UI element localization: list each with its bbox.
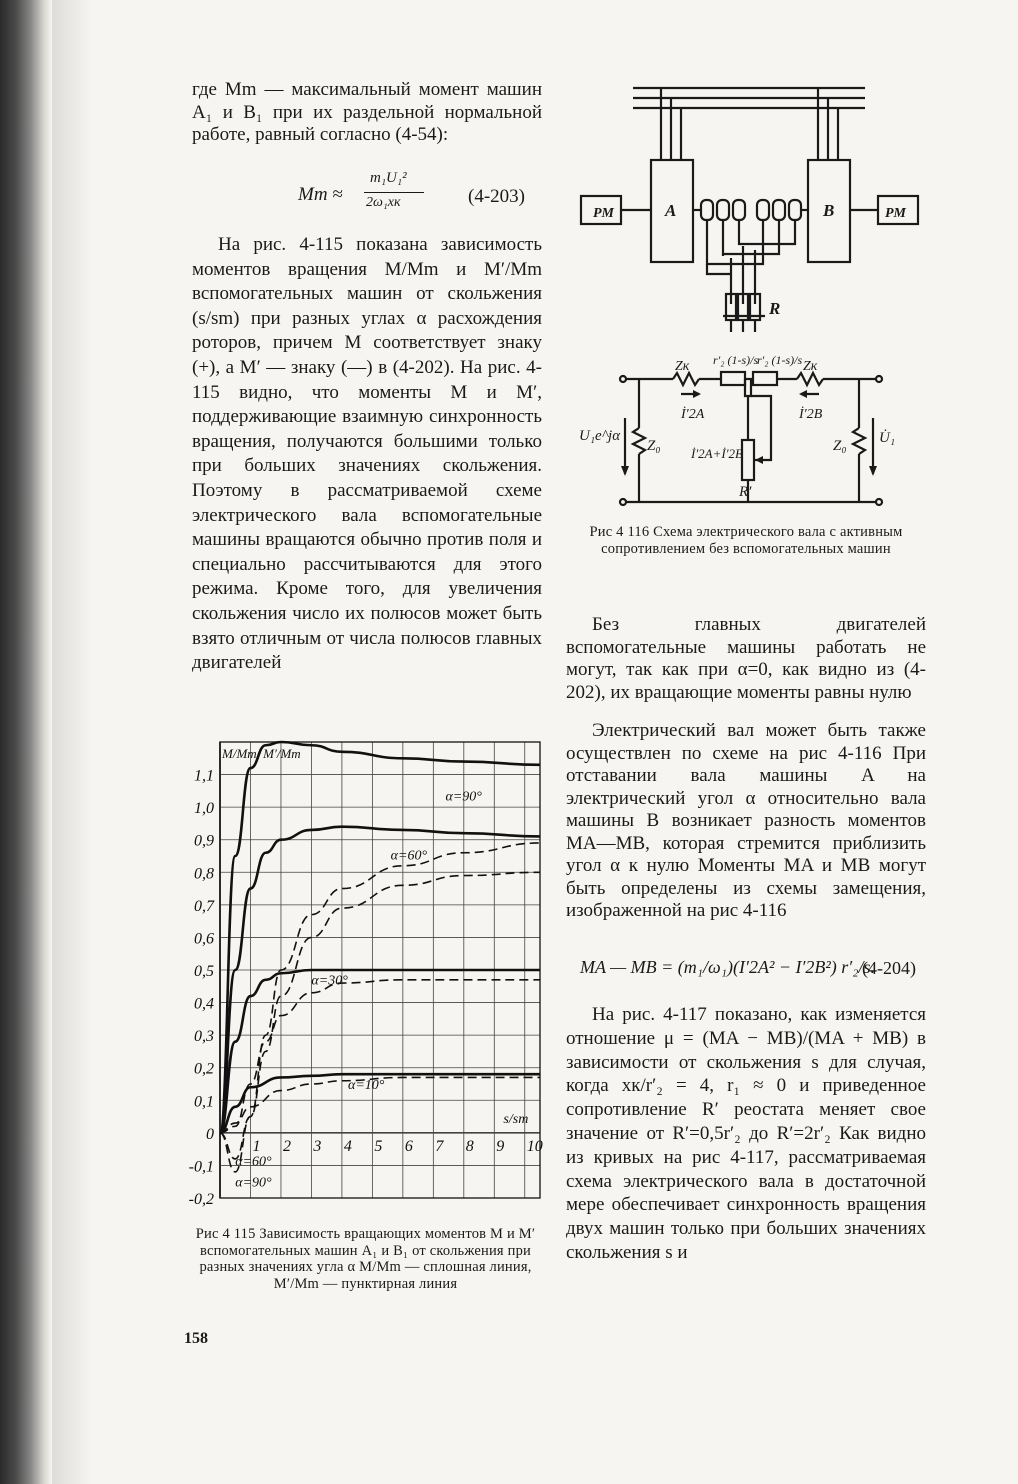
- figure-4-116-diagram: [575, 78, 925, 518]
- x-tick-label: 10: [526, 1137, 543, 1155]
- y-tick-label: 0,8: [194, 865, 214, 883]
- eq-203-denominator: 2ω₁xк: [366, 195, 401, 210]
- left-paragraph-1: где Mm — максимальный момент машин A₁ и B₁ при их раздельной нормальной работе, равный согласно (4-54):: [192, 79, 542, 145]
- x-tick-label: 4: [343, 1137, 352, 1155]
- right-paragraph-4: Электрический вал может быть также осуществлен по схеме на рис 4-116 При отставании вала машины A на электрический угол α относительно вала машины B возникает разность моментов MA—MB, которая стремится приблизить угол α к нулю Моменты MA и MB могут быть определены из схемы замещения, изображенной на рис 4-116: [566, 720, 926, 921]
- x-tick-label: 3: [313, 1137, 322, 1155]
- r2-left-label: r′₂ (1-s)/s: [713, 353, 759, 367]
- y-tick-label: -0,2: [188, 1191, 214, 1208]
- figure-4-115-caption: Рис 4 115 Зависимость вращающих моментов M и M′ вспомогательных машин A₁ и B₁ от скольжения при разных значениях угла α M/Mm — сплошная линия, M′/Mm — пунктирная линия: [195, 1226, 536, 1292]
- curve-annotation: α=90°: [445, 789, 482, 805]
- figure-4-115-chart: [176, 728, 546, 1218]
- curve-annotation: α=60°: [235, 1154, 272, 1170]
- i2a-label: İ′2A: [681, 407, 705, 422]
- zk-left-label: Zк: [675, 359, 690, 374]
- curve-annotation: α=90°: [235, 1175, 272, 1191]
- y-tick-label: 1,1: [194, 767, 214, 785]
- page-gutter-shade: [52, 0, 92, 1484]
- equation-4-203-tag: (4-203): [468, 186, 525, 207]
- x-tick-label: 6: [404, 1137, 413, 1155]
- x-axis-label: s/sm: [503, 1112, 529, 1128]
- right-paragraph-5: На рис. 4-117 показано, как изменяется отношение μ = (MA − MB)/(MA + MB) в зависимости от скольжения s для случая, когда xк/r′₂ = 4, r₁ ≈ 0 и приведенное сопротивление R′ реостата меняет свое значение от R′=0,5r′₂ до R′=2r′₂ Как видно из кривых на рис 4-117, рассматриваемая схема электрического вала в достаточной мере обеспечивает синхронность вращения двух машин только при больших значениях скольжения s и: [566, 1004, 926, 1263]
- y-axis-label: M/Mm, M′/Mm: [222, 746, 301, 761]
- rprime-label: R′: [739, 484, 752, 500]
- z0-left-label: Z₀: [647, 438, 661, 454]
- pm-left-label: PM: [593, 206, 614, 221]
- x-tick-label: 5: [374, 1137, 383, 1155]
- y-tick-label: 0,9: [194, 832, 214, 850]
- x-tick-label: 1: [252, 1137, 261, 1155]
- dashed-curve-α=90°: [220, 843, 540, 1172]
- y-tick-label: 0,2: [194, 1060, 214, 1078]
- y-tick-label: 0,7: [194, 897, 214, 915]
- eq-203-fraction-bar: [364, 192, 424, 193]
- x-tick-label: 8: [465, 1137, 474, 1155]
- u-right-label: U̇₁: [879, 430, 896, 446]
- y-tick-label: 0,5: [194, 963, 214, 980]
- equation-4-203: [298, 170, 448, 218]
- z0-right-label: Z₀: [833, 438, 847, 454]
- x-tick-label: 9: [496, 1137, 505, 1155]
- y-tick-label: 0,3: [194, 1028, 214, 1046]
- left-paragraph-2: На рис. 4-115 показана зависимость моментов вращения M/Mm и M′/Mm вспомогательных машин от скольжения (s/sm) при разных углах α расхождения роторов, причем M соответствует знаку (+), а M′ — знаку (—) в (4-202). На рис. 4-115 видно, что моменты M и M′, поддерживающие взаимную синхронность вращения, получаются большими только при больших значениях скольжения. Поэтому в рассматриваемой схеме электрического вала вспомогательные машины вращаются обычно против поля и специально рассчитываются для этого режима. Кроме того, для увеличения скольжения число их полюсов может быть взято отличным от числа полюсов главных двигателей: [192, 234, 542, 674]
- right-paragraph-3: Без главных двигателей вспомогательные машины работать не могут, так как при α=0, как видно из (4-202), их вращающие моменты равны нулю: [566, 614, 926, 703]
- eq-203-lhs: Mm ≈: [298, 184, 343, 205]
- resistor-r-label: R: [769, 299, 781, 318]
- solid-curve-α=30°: [220, 970, 540, 1133]
- page-number: 158: [184, 1330, 208, 1347]
- y-tick-label: 0: [206, 1125, 214, 1143]
- y-tick-label: 0,4: [194, 995, 214, 1013]
- x-tick-label: 7: [435, 1137, 444, 1155]
- eq-203-numerator: m₁U₁²: [370, 170, 407, 186]
- curve-annotation: α=60°: [390, 848, 428, 864]
- equation-4-204-tag: (4-204): [862, 958, 916, 978]
- machine-a-label: A: [665, 201, 677, 220]
- y-tick-label: 0,1: [194, 1093, 214, 1111]
- curve-annotation: α=10°: [348, 1077, 385, 1093]
- y-tick-label: -0,1: [188, 1158, 214, 1176]
- zk-right-label: Zк: [803, 359, 818, 374]
- equation-4-204: MA — MB = (m₁/ω₁)(I′2A² − I′2B²) r′₂/s.: [580, 957, 876, 977]
- figure-4-116-caption: Рис 4 116 Схема электрического вала с активным сопротивлением без вспомогательных машин: [589, 524, 903, 557]
- x-tick-label: 2: [282, 1137, 291, 1155]
- r2-right-label: r′₂ (1-s)/s: [757, 353, 803, 367]
- y-tick-label: 0,6: [194, 930, 214, 948]
- u-left-label: U₁e^jα: [579, 428, 621, 444]
- pm-right-label: PM: [885, 206, 906, 221]
- dashed-curve-α=60°: [220, 872, 540, 1159]
- machine-b-label: B: [823, 201, 835, 220]
- curve-annotation: α=30°: [311, 973, 348, 989]
- y-tick-label: 1,0: [194, 800, 214, 818]
- isum-label: İ′2A+İ′2B: [691, 446, 743, 461]
- book-spine-shadow: [0, 0, 52, 1484]
- i2b-label: İ′2B: [799, 407, 823, 422]
